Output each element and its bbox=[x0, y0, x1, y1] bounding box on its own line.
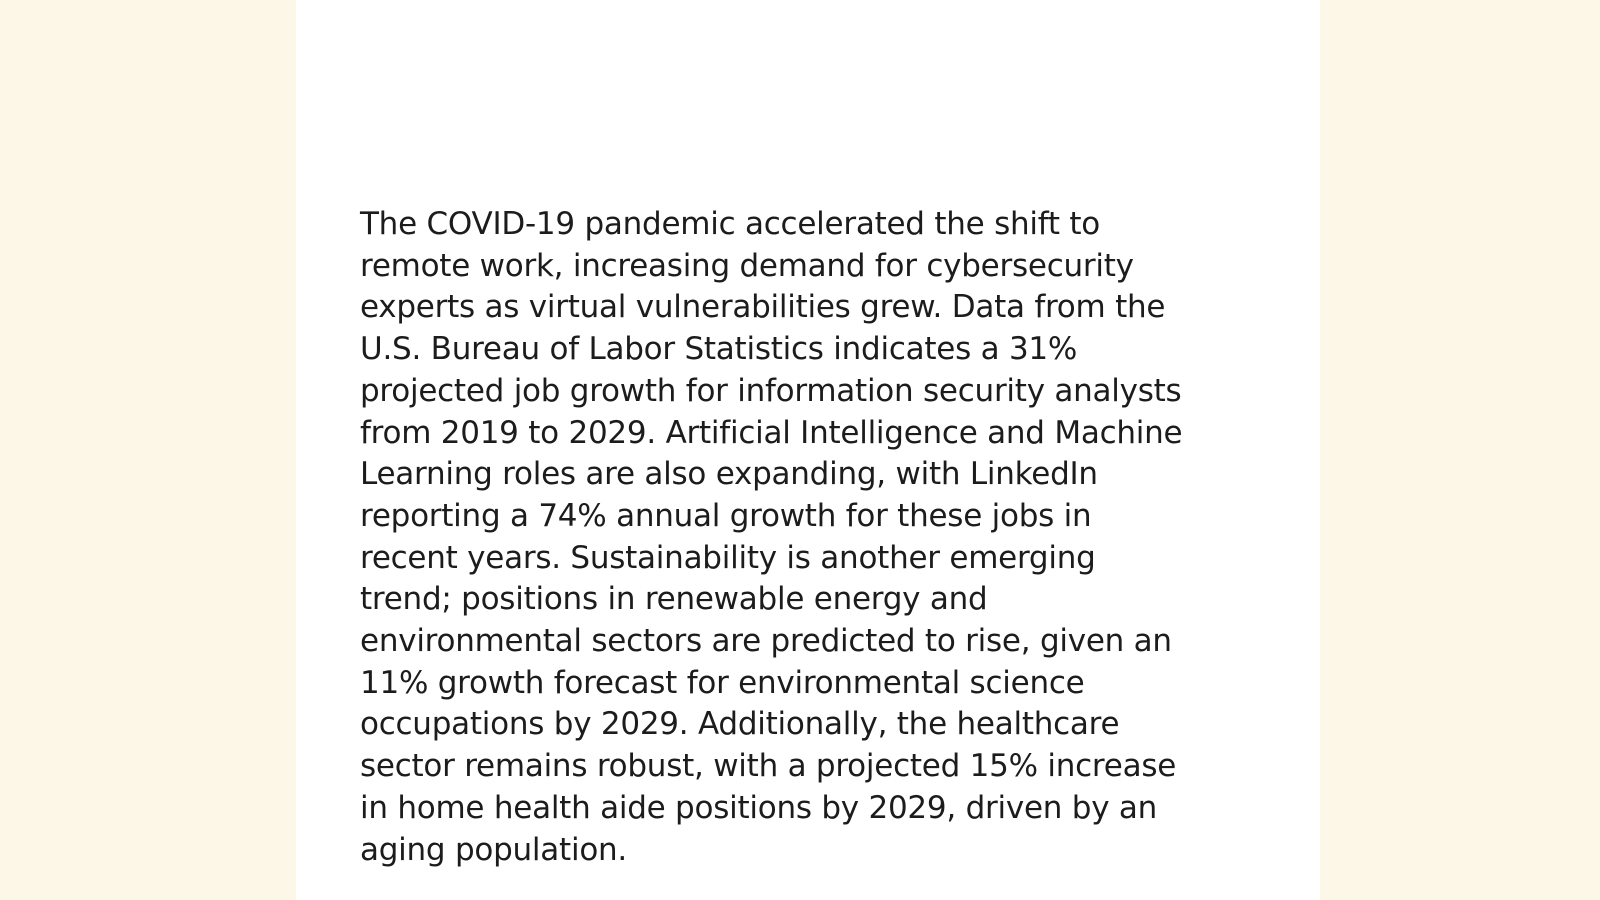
paragraph-line: recent years. Sustainability is another emerging bbox=[360, 539, 1096, 576]
paragraph-line: U.S. Bureau of Labor Statistics indicates a 31% bbox=[360, 331, 1078, 368]
paragraph-line: environmental sectors are predicted to rise, given an bbox=[360, 623, 1172, 660]
paragraph-line: sector remains robust, with a projected 15% increase bbox=[360, 748, 1177, 785]
paragraph-line: occupations by 2029. Additionally, the healthcare bbox=[360, 706, 1120, 743]
paragraph-line: trend; positions in renewable energy and bbox=[360, 581, 988, 618]
paragraph-line: in home health aide positions by 2029, driven by an bbox=[360, 789, 1158, 826]
paragraph-line: experts as virtual vulnerabilities grew. Data from the bbox=[360, 289, 1166, 326]
document-page bbox=[296, 0, 1320, 900]
paragraph-line: Learning roles are also expanding, with LinkedIn bbox=[360, 456, 1098, 493]
paragraph-line: 11% growth forecast for environmental science bbox=[360, 664, 1085, 701]
paragraph-line: projected job growth for information security analysts bbox=[360, 372, 1182, 409]
paragraph-line: The COVID-19 pandemic accelerated the shift to bbox=[360, 206, 1100, 242]
paragraph-line: remote work, increasing demand for cybersecurity bbox=[360, 247, 1134, 284]
paragraph-line: aging population. bbox=[360, 831, 628, 868]
paragraph-line: reporting a 74% annual growth for these jobs in bbox=[360, 497, 1092, 534]
body-paragraph bbox=[360, 204, 1260, 871]
paragraph-line: from 2019 to 2029. Artificial Intelligence and Machine bbox=[360, 414, 1183, 451]
